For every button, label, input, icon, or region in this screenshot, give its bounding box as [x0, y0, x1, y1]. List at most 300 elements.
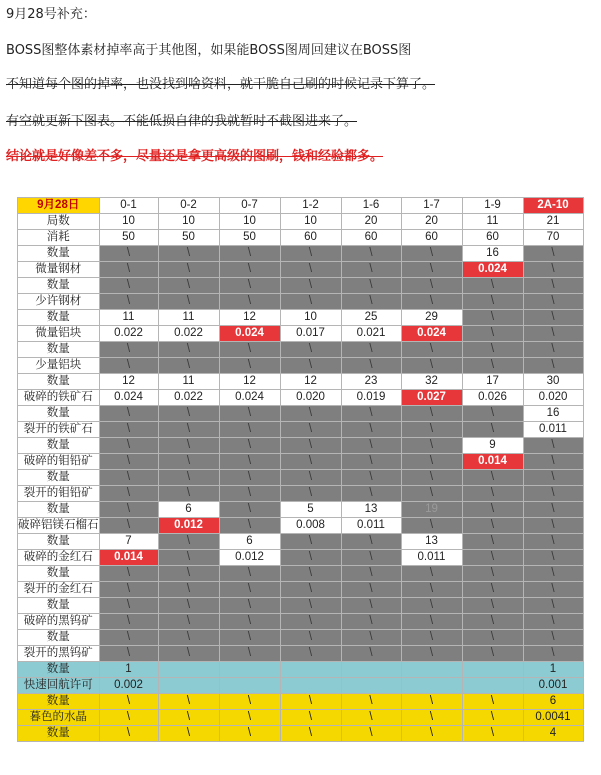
- table-row: [18, 710, 584, 726]
- table-cell: \: [523, 342, 583, 358]
- table-cell: 10: [158, 214, 219, 230]
- table-cell: \: [158, 278, 219, 294]
- row-label: 少许钢材: [18, 294, 100, 310]
- table-cell: \: [99, 470, 158, 486]
- table-cell: \: [462, 278, 523, 294]
- drop-rate-table: [17, 197, 584, 742]
- table-cell: 23: [341, 374, 401, 390]
- table-cell: 16: [462, 246, 523, 262]
- table-cell: \: [99, 262, 158, 278]
- table-cell: \: [401, 358, 462, 374]
- table-cell: \: [401, 710, 462, 726]
- table-cell: 9: [462, 438, 523, 454]
- table-cell: \: [523, 262, 583, 278]
- table-cell: \: [99, 454, 158, 470]
- table-cell: \: [462, 534, 523, 550]
- row-label: 微量钢材: [18, 262, 100, 278]
- table-cell: \: [462, 486, 523, 502]
- table-cell: \: [280, 614, 341, 630]
- table-cell: 10: [280, 310, 341, 326]
- map-header-cell: 0-7: [219, 198, 280, 214]
- table-cell: [462, 662, 523, 678]
- table-cell: \: [280, 598, 341, 614]
- table-cell: \: [158, 406, 219, 422]
- table-cell: \: [280, 406, 341, 422]
- table-cell: \: [219, 502, 280, 518]
- table-cell: \: [158, 470, 219, 486]
- table-cell: \: [99, 566, 158, 582]
- table-cell: \: [462, 598, 523, 614]
- title-line: 9月28号补充：: [6, 7, 96, 22]
- table-row: [18, 550, 584, 566]
- table-cell: \: [462, 294, 523, 310]
- row-label: 数量: [18, 694, 100, 710]
- row-label: 数量: [18, 662, 100, 678]
- table-cell: 60: [341, 230, 401, 246]
- table-cell: \: [462, 614, 523, 630]
- table-cell: \: [99, 694, 158, 710]
- table-cell: \: [99, 502, 158, 518]
- table-cell: 60: [462, 230, 523, 246]
- table-cell: \: [401, 598, 462, 614]
- table-cell: \: [280, 246, 341, 262]
- table-cell: \: [401, 582, 462, 598]
- table-cell: \: [462, 550, 523, 566]
- table-cell: \: [158, 710, 219, 726]
- table-cell: \: [401, 646, 462, 662]
- table-cell: \: [341, 438, 401, 454]
- table-cell: \: [341, 470, 401, 486]
- table-cell: \: [280, 486, 341, 502]
- table-row: [18, 406, 584, 422]
- row-label: 数量: [18, 630, 100, 646]
- table-cell: 0.020: [280, 390, 341, 406]
- table-cell: \: [341, 566, 401, 582]
- table-row: [18, 582, 584, 598]
- table-cell: 70: [523, 230, 583, 246]
- table-row: [18, 646, 584, 662]
- table-row: [18, 278, 584, 294]
- table-cell: \: [341, 694, 401, 710]
- table-cell: 0.024: [99, 390, 158, 406]
- table-cell: 6: [219, 534, 280, 550]
- table-cell: \: [462, 422, 523, 438]
- map-header-cell: 1-7: [401, 198, 462, 214]
- table-cell: 0.012: [158, 518, 219, 534]
- table-cell: \: [401, 342, 462, 358]
- table-cell: \: [401, 294, 462, 310]
- table-cell: \: [99, 406, 158, 422]
- table-cell: \: [280, 582, 341, 598]
- table-cell: 0.014: [99, 550, 158, 566]
- note-update: 有空就更新下图表。不能低损自律的我就暂时不截图进来了。: [6, 114, 358, 129]
- row-label: 破碎的铁矿石: [18, 390, 100, 406]
- map-header-cell: 2A-10: [523, 198, 583, 214]
- table-cell: \: [401, 262, 462, 278]
- note-boss-map: BOSS图整体素材掉率高于其他图，如果能BOSS图周回建议在BOSS图: [6, 43, 412, 58]
- table-cell: 29: [401, 310, 462, 326]
- table-cell: \: [341, 598, 401, 614]
- table-cell: 0.0041: [523, 710, 583, 726]
- table-cell: 17: [462, 374, 523, 390]
- table-cell: \: [158, 582, 219, 598]
- table-cell: \: [523, 630, 583, 646]
- table-cell: \: [280, 342, 341, 358]
- table-row: [18, 294, 584, 310]
- date-header-cell: 9月28日: [18, 198, 100, 214]
- table-cell: 0.022: [158, 390, 219, 406]
- table-row: [18, 230, 584, 246]
- table-cell: \: [158, 630, 219, 646]
- table-cell: \: [280, 550, 341, 566]
- map-header-cell: 0-1: [99, 198, 158, 214]
- table-cell: \: [401, 518, 462, 534]
- table-cell: \: [462, 582, 523, 598]
- table-cell: \: [401, 278, 462, 294]
- table-row: [18, 726, 584, 742]
- row-label: 数量: [18, 278, 100, 294]
- table-cell: 0.019: [341, 390, 401, 406]
- table-cell: \: [341, 550, 401, 566]
- row-label: 数量: [18, 406, 100, 422]
- table-cell: 0.002: [99, 678, 158, 694]
- table-cell: \: [219, 262, 280, 278]
- table-cell: \: [462, 470, 523, 486]
- table-cell: 10: [280, 214, 341, 230]
- row-label: 数量: [18, 342, 100, 358]
- table-cell: 0.014: [462, 454, 523, 470]
- table-cell: \: [99, 358, 158, 374]
- row-label: 破碎的金红石: [18, 550, 100, 566]
- table-cell: \: [341, 454, 401, 470]
- table-cell: \: [280, 358, 341, 374]
- table-cell: \: [219, 710, 280, 726]
- table-row: [18, 566, 584, 582]
- table-cell: 0.022: [99, 326, 158, 342]
- table-cell: \: [523, 582, 583, 598]
- table-cell: \: [341, 646, 401, 662]
- table-cell: \: [341, 406, 401, 422]
- table-cell: 19: [401, 502, 462, 518]
- table-cell: 4: [523, 726, 583, 742]
- table-row: [18, 518, 584, 534]
- table-row: [18, 598, 584, 614]
- header-row: [18, 198, 584, 214]
- table-cell: 21: [523, 214, 583, 230]
- table-cell: 50: [158, 230, 219, 246]
- table-cell: 60: [280, 230, 341, 246]
- table-cell: 20: [341, 214, 401, 230]
- table-cell: \: [401, 422, 462, 438]
- table-cell: \: [462, 710, 523, 726]
- table-cell: \: [523, 470, 583, 486]
- table-row: [18, 470, 584, 486]
- table-cell: \: [158, 262, 219, 278]
- table-cell: 13: [341, 502, 401, 518]
- table-cell: 0.022: [158, 326, 219, 342]
- row-label: 快速回航许可: [18, 678, 100, 694]
- table-cell: \: [99, 246, 158, 262]
- table-cell: \: [523, 310, 583, 326]
- table-cell: \: [99, 598, 158, 614]
- table-cell: \: [280, 710, 341, 726]
- row-label: 数量: [18, 246, 100, 262]
- table-cell: \: [341, 358, 401, 374]
- table-cell: \: [341, 710, 401, 726]
- table-cell: 11: [158, 310, 219, 326]
- table-cell: \: [99, 294, 158, 310]
- table-cell: \: [523, 326, 583, 342]
- table-cell: \: [523, 278, 583, 294]
- table-cell: \: [219, 470, 280, 486]
- table-cell: \: [219, 406, 280, 422]
- table-cell: \: [219, 246, 280, 262]
- table-cell: [401, 662, 462, 678]
- table-cell: 7: [99, 534, 158, 550]
- table-cell: \: [401, 470, 462, 486]
- table-cell: \: [158, 614, 219, 630]
- table-cell: \: [99, 278, 158, 294]
- table-cell: \: [99, 630, 158, 646]
- table-cell: \: [280, 454, 341, 470]
- row-label: 数量: [18, 566, 100, 582]
- table-cell: \: [158, 486, 219, 502]
- table-cell: \: [280, 422, 341, 438]
- table-cell: 16: [523, 406, 583, 422]
- table-cell: \: [99, 422, 158, 438]
- table-cell: \: [280, 646, 341, 662]
- row-label: 数量: [18, 598, 100, 614]
- table-cell: 6: [523, 694, 583, 710]
- row-label: 数量: [18, 534, 100, 550]
- table-cell: 0.008: [280, 518, 341, 534]
- table-cell: \: [280, 294, 341, 310]
- table-cell: \: [158, 534, 219, 550]
- table-cell: 0.012: [219, 550, 280, 566]
- row-label: 裂开的钼铅矿: [18, 486, 100, 502]
- table-cell: \: [219, 694, 280, 710]
- table-cell: 30: [523, 374, 583, 390]
- table-cell: 11: [99, 310, 158, 326]
- table-cell: 0.020: [523, 390, 583, 406]
- table-cell: \: [341, 614, 401, 630]
- table-cell: \: [280, 438, 341, 454]
- table-row: [18, 310, 584, 326]
- table-cell: \: [523, 358, 583, 374]
- table-cell: 10: [99, 214, 158, 230]
- table-cell: \: [158, 438, 219, 454]
- table-cell: \: [462, 406, 523, 422]
- table-cell: \: [462, 630, 523, 646]
- table-cell: \: [341, 278, 401, 294]
- table-cell: 10: [219, 214, 280, 230]
- table-cell: \: [99, 486, 158, 502]
- table-cell: \: [462, 566, 523, 582]
- table-row: [18, 326, 584, 342]
- table-cell: \: [341, 342, 401, 358]
- table-cell: 0.021: [341, 326, 401, 342]
- table-cell: \: [462, 518, 523, 534]
- table-cell: 13: [401, 534, 462, 550]
- table-cell: [341, 678, 401, 694]
- table-cell: [280, 678, 341, 694]
- table-cell: \: [341, 262, 401, 278]
- table-cell: [158, 662, 219, 678]
- table-cell: \: [341, 486, 401, 502]
- table-cell: \: [401, 566, 462, 582]
- table-cell: \: [158, 294, 219, 310]
- map-header-cell: 1-2: [280, 198, 341, 214]
- table-cell: \: [523, 646, 583, 662]
- table-cell: \: [280, 726, 341, 742]
- table-cell: 6: [158, 502, 219, 518]
- table-cell: \: [219, 486, 280, 502]
- row-label: 暮色的水晶: [18, 710, 100, 726]
- table-cell: \: [523, 614, 583, 630]
- table-cell: \: [158, 358, 219, 374]
- row-label: 数量: [18, 726, 100, 742]
- table-cell: 25: [341, 310, 401, 326]
- table-row: [18, 502, 584, 518]
- table-cell: \: [280, 630, 341, 646]
- table-cell: 50: [99, 230, 158, 246]
- row-label: 破碎的钼铅矿: [18, 454, 100, 470]
- table-cell: \: [219, 342, 280, 358]
- table-row: [18, 422, 584, 438]
- table-cell: \: [341, 534, 401, 550]
- table-cell: 0.024: [219, 390, 280, 406]
- table-cell: 0.026: [462, 390, 523, 406]
- table-cell: [219, 662, 280, 678]
- table-cell: \: [99, 726, 158, 742]
- table-cell: \: [280, 694, 341, 710]
- table-cell: \: [523, 518, 583, 534]
- table-cell: \: [219, 422, 280, 438]
- table-cell: \: [523, 454, 583, 470]
- table-cell: \: [219, 438, 280, 454]
- table-cell: 0.011: [341, 518, 401, 534]
- table-cell: \: [280, 262, 341, 278]
- table-cell: \: [401, 486, 462, 502]
- table-cell: \: [219, 566, 280, 582]
- table-cell: [219, 678, 280, 694]
- row-label: 消耗: [18, 230, 100, 246]
- table-row: [18, 262, 584, 278]
- map-header-cell: 1-9: [462, 198, 523, 214]
- table-cell: \: [523, 438, 583, 454]
- table-row: [18, 358, 584, 374]
- table-cell: 12: [219, 374, 280, 390]
- table-row: [18, 438, 584, 454]
- table-cell: \: [401, 454, 462, 470]
- row-label: 破碎的黑钨矿: [18, 614, 100, 630]
- row-label: 裂开的黑钨矿: [18, 646, 100, 662]
- table-cell: \: [341, 726, 401, 742]
- table-cell: \: [280, 566, 341, 582]
- table-cell: \: [401, 614, 462, 630]
- table-cell: \: [219, 630, 280, 646]
- table-row: [18, 694, 584, 710]
- table-cell: 60: [401, 230, 462, 246]
- row-label: 裂开的铁矿石: [18, 422, 100, 438]
- table-cell: \: [523, 502, 583, 518]
- table-cell: \: [523, 550, 583, 566]
- table-cell: 1: [99, 662, 158, 678]
- table-cell: \: [219, 358, 280, 374]
- table-cell: [280, 662, 341, 678]
- table-cell: \: [158, 550, 219, 566]
- table-cell: \: [462, 326, 523, 342]
- table-row: [18, 614, 584, 630]
- row-label: 数量: [18, 374, 100, 390]
- table-cell: \: [99, 582, 158, 598]
- table-cell: \: [523, 294, 583, 310]
- table-cell: \: [280, 278, 341, 294]
- table-cell: \: [219, 614, 280, 630]
- table-cell: \: [523, 598, 583, 614]
- table-cell: \: [462, 342, 523, 358]
- table-cell: \: [462, 310, 523, 326]
- table-row: [18, 534, 584, 550]
- table-row: [18, 374, 584, 390]
- row-label: 微量铝块: [18, 326, 100, 342]
- table-cell: 0.024: [219, 326, 280, 342]
- row-label: 局数: [18, 214, 100, 230]
- table-cell: \: [462, 358, 523, 374]
- table-cell: 32: [401, 374, 462, 390]
- table-cell: 12: [99, 374, 158, 390]
- row-label: 裂开的金红石: [18, 582, 100, 598]
- row-label: 少量铝块: [18, 358, 100, 374]
- table-cell: 5: [280, 502, 341, 518]
- table-cell: 0.024: [401, 326, 462, 342]
- table-cell: \: [341, 422, 401, 438]
- table-cell: \: [158, 726, 219, 742]
- row-label: 数量: [18, 502, 100, 518]
- table-cell: \: [523, 566, 583, 582]
- table-cell: \: [158, 694, 219, 710]
- table-cell: 12: [280, 374, 341, 390]
- table-cell: [158, 678, 219, 694]
- table-cell: \: [158, 598, 219, 614]
- table-cell: \: [99, 710, 158, 726]
- table-cell: \: [341, 246, 401, 262]
- table-row: [18, 662, 584, 678]
- row-label: 数量: [18, 438, 100, 454]
- table-cell: \: [219, 294, 280, 310]
- table-row: [18, 454, 584, 470]
- table-cell: \: [523, 486, 583, 502]
- table-cell: \: [99, 342, 158, 358]
- table-row: [18, 246, 584, 262]
- table-cell: 0.011: [401, 550, 462, 566]
- table-cell: 20: [401, 214, 462, 230]
- table-cell: 0.017: [280, 326, 341, 342]
- table-row: [18, 214, 584, 230]
- table-cell: \: [99, 614, 158, 630]
- table-cell: 11: [462, 214, 523, 230]
- table-cell: \: [280, 470, 341, 486]
- row-label: 数量: [18, 310, 100, 326]
- table-cell: \: [99, 438, 158, 454]
- note-drop-rates: 不知道每个图的掉率，也没找到啥资料，就干脆自己刷的时候记录下算了。: [6, 77, 436, 92]
- table-cell: 1: [523, 662, 583, 678]
- table-cell: \: [219, 278, 280, 294]
- row-label: 数量: [18, 470, 100, 486]
- table-row: [18, 390, 584, 406]
- row-label: 破碎铝镁石榴石: [18, 518, 100, 534]
- table-cell: 0.024: [462, 262, 523, 278]
